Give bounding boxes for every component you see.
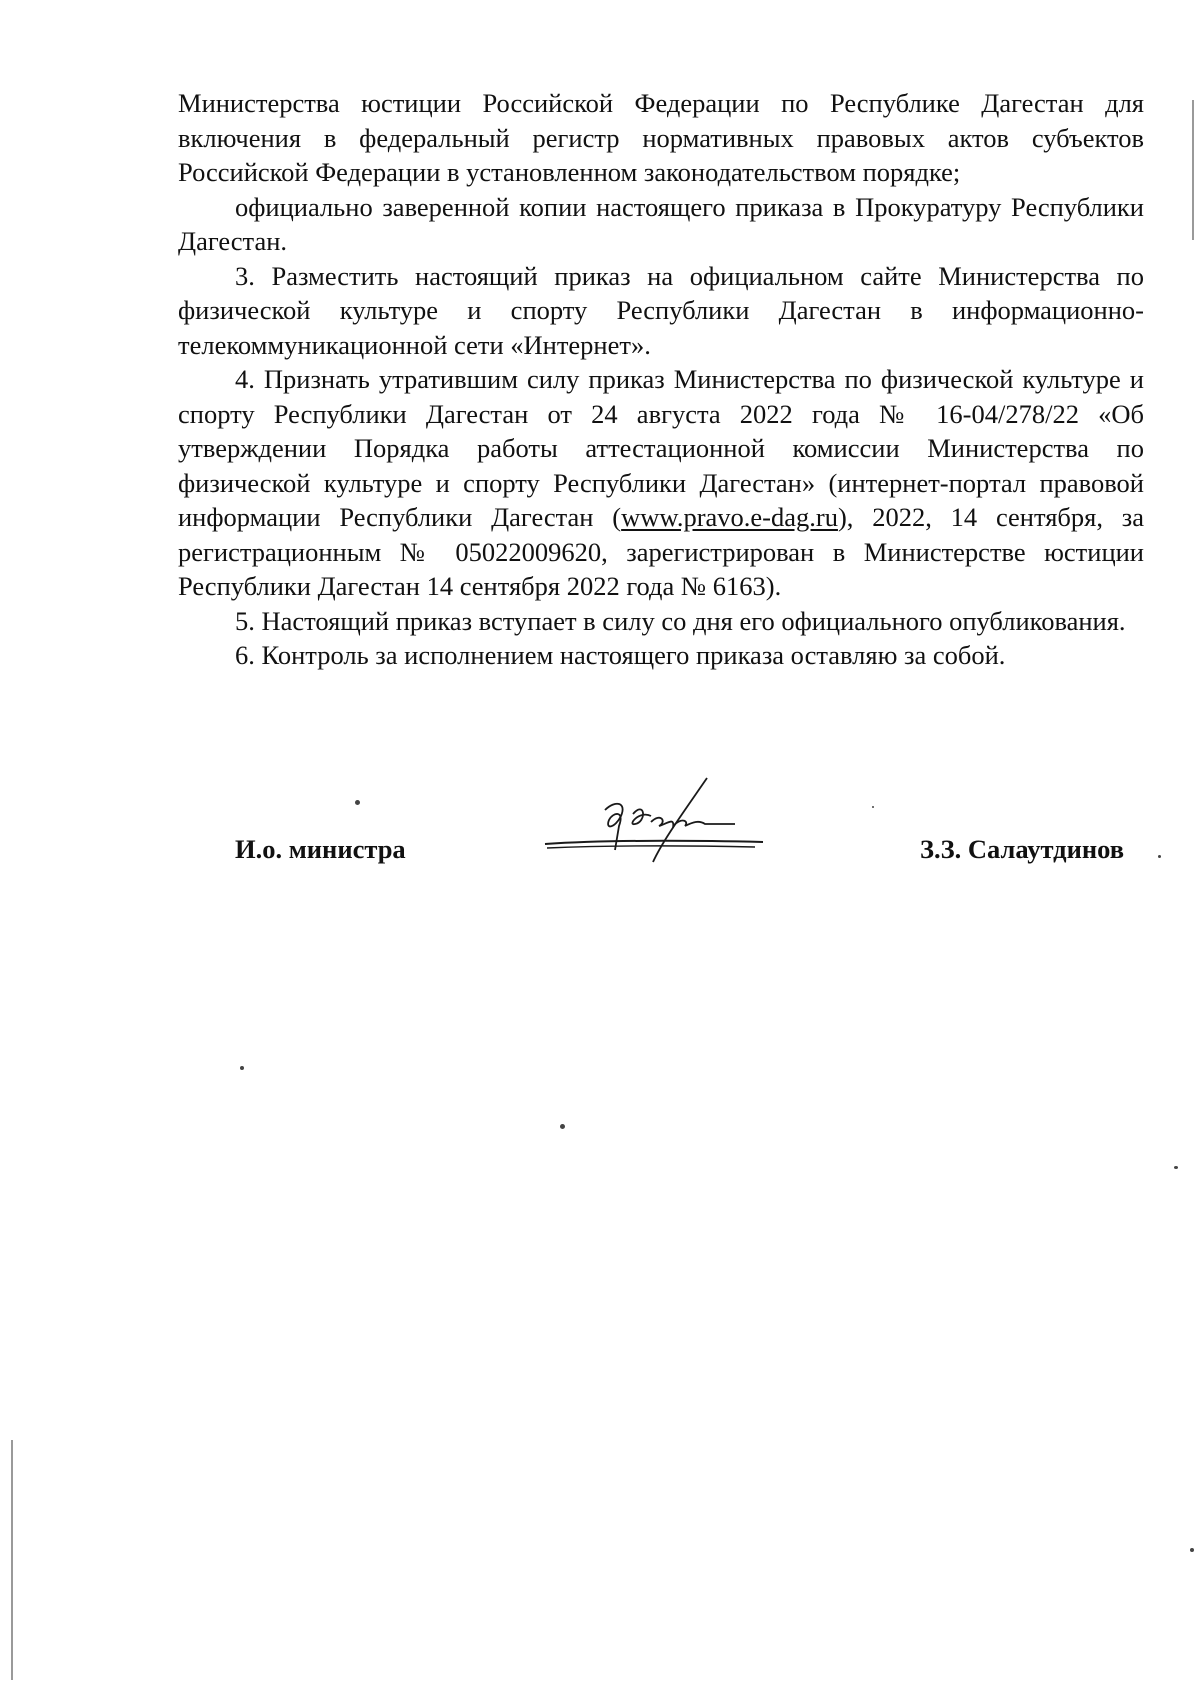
item-number: 5. bbox=[235, 605, 255, 636]
item-number: 3. bbox=[235, 260, 255, 291]
item-text: Признать утратившим силу приказ Министерства по физической культуре и спорту Республики Дагестан от 24 августа 2022 года № 16-04/278/22 «Об утверждении Порядка работы аттестационной комиссии Министерства по физической культуре и спорту Республики Дагестан» (интернет-портал правовой информации Республики Дагестан ( bbox=[178, 364, 1144, 532]
scan-speck bbox=[240, 1066, 244, 1070]
item-number: 6. bbox=[235, 640, 255, 670]
scan-edge-line bbox=[1192, 100, 1194, 240]
signatory-name: З.З. Салаутдинов bbox=[920, 834, 1125, 864]
item-number: 4. bbox=[235, 364, 255, 394]
item-text: Контроль за исполнением настоящего приказа оставляю за собой. bbox=[261, 640, 1006, 670]
scan-speck bbox=[1174, 1166, 1178, 1169]
item-5 bbox=[178, 604, 1144, 639]
paragraph-continuation: Министерства юстиции Российской Федерации по Республике Дагестан для включения в федеральный регистр нормативных правовых актов субъектов Российской Федерации в установленном законодательством порядке; bbox=[178, 88, 1144, 187]
item-3 bbox=[178, 259, 1144, 363]
scan-edge-line bbox=[11, 1440, 13, 1680]
signature-block bbox=[0, 820, 1200, 880]
scan-speck bbox=[1190, 1548, 1194, 1552]
signatory-title: И.о. министра bbox=[235, 834, 406, 864]
item-text: Разместить настоящий приказ на официальном сайте Министерства по физической культуре и спорту Республики Дагестан в информационно-телекоммуникационной сети «Интернет». bbox=[178, 260, 1144, 360]
paragraph-copy-prosecutor: официально заверенной копии настоящего приказа в Прокуратуру Республики Дагестан. bbox=[178, 191, 1144, 256]
item-text-continued: ), 2022, 14 сентября, за регистрационным № 05022009620, зарегистрирован в Министерстве юстиции Республики Дагестан 14 сентября 2022 года № 6163). bbox=[178, 502, 1144, 601]
scan-speck bbox=[355, 800, 360, 805]
scan-speck bbox=[1158, 855, 1161, 858]
scan-speck bbox=[872, 806, 874, 808]
scan-speck bbox=[560, 1124, 565, 1129]
item-text: Настоящий приказ вступает в силу со дня его официального опубликования. bbox=[261, 605, 1126, 636]
item-4 bbox=[178, 362, 1144, 604]
document-body bbox=[178, 86, 1144, 673]
pravo-link[interactable]: www.pravo.e-dag.ru bbox=[621, 502, 838, 532]
item-6 bbox=[178, 638, 1144, 673]
